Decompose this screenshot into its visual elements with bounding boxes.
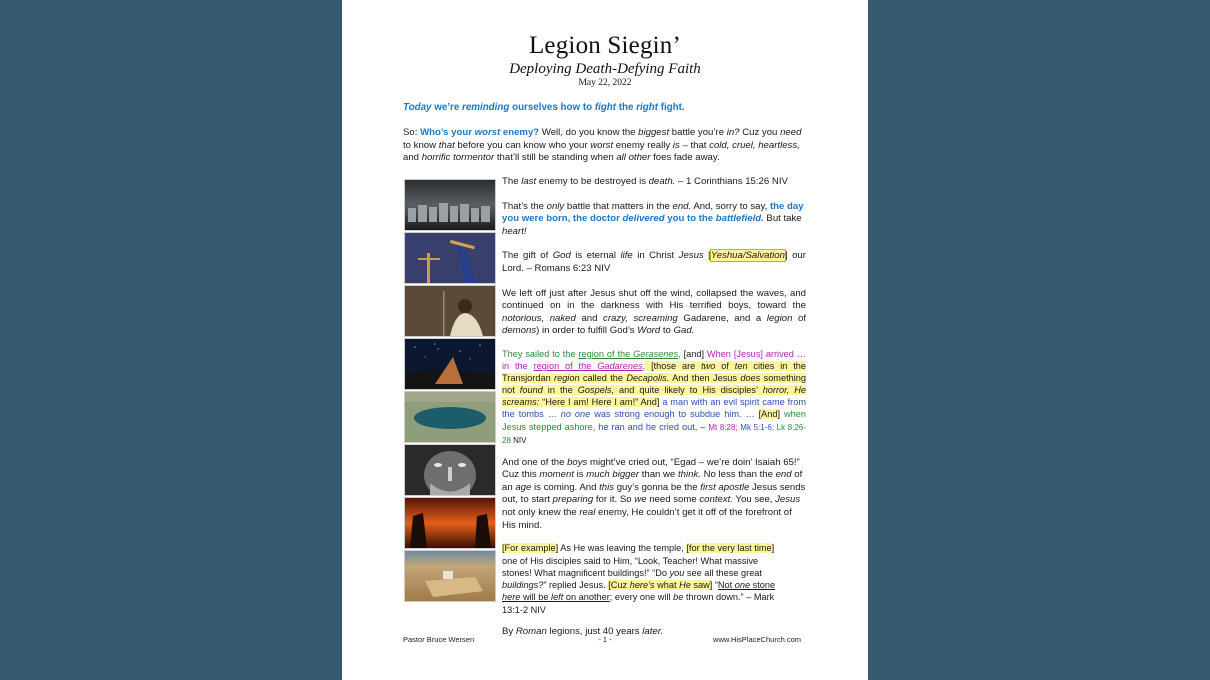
highlighted-text: cities in the Transjordan [502, 361, 806, 384]
highlighted-text: [And] [758, 409, 781, 420]
footer-author: Pastor Bruce Wersen [403, 635, 475, 644]
text-run: The [502, 176, 522, 187]
highlighted-text: and quite likely to His disciples’ [614, 385, 763, 396]
text-run: Jesus [775, 494, 801, 506]
text-run: on another [563, 592, 610, 603]
intro-text: fight [594, 102, 617, 113]
text-run: in Christ [632, 250, 679, 262]
text-run: no one [560, 409, 591, 420]
text-run: guy’s gonna be the [614, 481, 701, 493]
text-run: worst [590, 139, 614, 151]
highlighted-text: two [701, 361, 716, 372]
text-run: [ [703, 250, 711, 262]
text-run: Jesus sends out, to start [502, 481, 806, 506]
reference-luke: Lk 8:26-28 [502, 422, 806, 445]
text-run: Jesus [678, 250, 704, 262]
text-run: enemy really [613, 139, 673, 151]
text-run: of [792, 312, 806, 324]
reference-mark: Mk 5:1-6; [737, 422, 775, 432]
text-run: Who’s your [420, 127, 475, 138]
text-run: the day you were born, the doctor [502, 200, 804, 225]
text-run: Word [637, 325, 661, 337]
text-run: that [438, 139, 455, 151]
opening-paragraph [403, 127, 809, 165]
battle-paragraph [502, 201, 806, 239]
text-run: Cuz you [739, 127, 781, 138]
text-run: enemy? [500, 127, 540, 138]
text-run: The gift of [502, 250, 553, 262]
text-run: They sailed to the [502, 348, 579, 359]
text-run: is eternal [570, 250, 621, 262]
text-run: he ran and he cried out, [598, 421, 698, 432]
text-run: moment [539, 469, 574, 481]
text-run: “ [712, 580, 718, 591]
highlighted-text: Yeshua/Salvation [710, 250, 785, 262]
intro-text: the [616, 102, 637, 113]
text-run: As He was leaving the temple, [558, 543, 687, 554]
text-run: first apostle [700, 481, 750, 493]
highlighted-text: [for the very last time] [686, 543, 775, 554]
text-run: preparing [552, 494, 594, 506]
text-run: life [620, 250, 633, 262]
text-run: legions, just 40 years [546, 626, 643, 638]
text-run: And, sorry to say, [691, 200, 770, 212]
text-run: end [775, 469, 792, 481]
verse-romans [502, 250, 806, 275]
text-run: And one of the [502, 456, 568, 468]
text-run: ] [784, 250, 788, 262]
text-run: – [697, 421, 709, 432]
text-run: God [552, 250, 571, 262]
text-run: end. [672, 200, 692, 212]
text-run: heart! [502, 225, 527, 237]
highlighted-text: ten [734, 361, 748, 372]
text-run: only [546, 200, 565, 212]
text-run: you to the [664, 213, 716, 225]
highlighted-text: [those are [645, 361, 702, 372]
text-run: Well, do you know the [539, 127, 639, 138]
highlighted-text: Gospels, [577, 385, 615, 396]
text-run: battlefield. [715, 213, 764, 225]
highlighted-text: He [679, 580, 691, 591]
text-run: one [734, 580, 751, 591]
text-run: need some [646, 494, 700, 506]
text-run: By [502, 626, 516, 638]
highlighted-text: horror, He screams: [502, 385, 806, 408]
text-run: cold, cruel, heartless, [709, 139, 800, 151]
highlighted-text: Decapolis. [626, 373, 670, 384]
text-run: – that [679, 139, 710, 151]
text-run: Gad. [673, 325, 695, 337]
document-page [342, 0, 868, 680]
text-run: when Jesus stepped ashore, [502, 409, 806, 432]
text-run: not only knew the [502, 507, 580, 519]
wild-man-face-image [404, 444, 496, 496]
text-run: is coming. And [531, 481, 600, 493]
text-run: Gerasenes [633, 348, 679, 359]
text-run: is [672, 139, 680, 151]
text-run: for it. So [593, 494, 635, 506]
intro-text: ourselves how to [509, 102, 595, 113]
text-run: will be [520, 592, 552, 603]
text-run: [and] [680, 348, 705, 359]
reference-matthew: Mt 8:28; [708, 422, 738, 432]
text-run: enemy to be destroyed is [536, 176, 649, 187]
text-run: That’s the [502, 200, 547, 212]
text-run: you [669, 567, 685, 578]
text-run: and [575, 312, 604, 324]
text-run: here [502, 592, 521, 603]
text-run: delivered [622, 213, 665, 225]
context-paragraph [502, 288, 806, 338]
text-run: You see, [732, 494, 776, 506]
sea-of-galilee-map-image [404, 391, 496, 443]
intro-text: fight. [657, 102, 685, 113]
text-run: last [521, 176, 537, 187]
text-run: see all these great [684, 567, 762, 578]
text-run: Roman [515, 626, 547, 638]
text-run: battle that matters in the [564, 200, 673, 212]
text-run: and [403, 152, 422, 164]
sermon-date: May 22, 2022 [578, 78, 632, 88]
text-run: battle you’re [669, 127, 727, 138]
highlighted-text: region [554, 373, 580, 384]
text-run: need [780, 127, 802, 138]
text-run: NIV [510, 435, 527, 445]
crucifixion-image [404, 232, 496, 284]
text-run: of an [502, 469, 803, 493]
highlighted-text: And then Jesus [669, 373, 741, 384]
text-run: that’ll still be standing when [494, 152, 617, 164]
text-run: No less than the [700, 469, 776, 481]
text-run: legion [766, 312, 793, 324]
text-run: was strong enough to subdue him. … [590, 409, 759, 420]
text-run: is [573, 469, 587, 481]
cemetery-tombstones-image [404, 179, 496, 231]
text-run: When [Jesus] arrived … in the [502, 348, 806, 372]
text-run: before you can know who your [454, 139, 591, 151]
text-run: enemy, He couldn’t get it off of the forefront of His mind. [502, 507, 792, 531]
intro-text: Today [403, 102, 432, 113]
text-run: this [599, 481, 615, 493]
text-run: our Lord. – Romans 6:23 NIV [502, 250, 806, 274]
verse-mark [502, 542, 782, 616]
footer-page-number: - 1 - [598, 635, 612, 644]
intro-text: we’re [431, 102, 462, 113]
highlighted-text: does [740, 373, 761, 384]
text-run: context. [699, 494, 733, 506]
highlighted-text: here’s [629, 580, 655, 591]
text-run: ; every one will [609, 592, 674, 603]
highlighted-text: called the [579, 373, 627, 384]
text-run: we [634, 494, 647, 506]
intro-text: right [636, 102, 658, 113]
intro-text: reminding [462, 102, 510, 113]
highlighted-text: found [519, 385, 543, 396]
text-run: ” replied Jesus. [543, 580, 609, 591]
text-run: be [673, 592, 684, 603]
text-run: We left off just after Jesus shut off the wind, collapsed the waves, and continued on in the darkness with His terrified boys, toward the [502, 287, 806, 312]
text-run: Not [717, 580, 735, 591]
text-run: buildings? [502, 580, 544, 591]
night-boat-stars-image [404, 338, 496, 390]
text-run: death. [648, 176, 676, 187]
burning-city-image [404, 497, 496, 549]
text-run: notorious, naked [502, 312, 576, 324]
highlighted-text: [Cuz [608, 580, 630, 591]
footer-website[interactable]: www.HisPlaceChurch.com [713, 635, 801, 644]
text-run: think. [677, 469, 701, 481]
text-run: region of the [533, 361, 598, 372]
text-run: demons [502, 325, 537, 337]
temple-model-image [404, 550, 496, 602]
highlighted-text: “Here I am! Here I am!” And] [539, 397, 660, 408]
text-run: , [678, 348, 681, 359]
sermon-body [502, 176, 806, 648]
text-run: boys [567, 456, 588, 468]
text-run: ) in order to fulfill God’s [536, 325, 638, 337]
jesus-portrait-image [404, 285, 496, 337]
highlighted-text: in the [542, 385, 578, 396]
text-run: one of His disciples said to Him, “Look, Teacher! What massive stones! What magnificent buildings!” “Do [502, 555, 759, 578]
highlighted-text: saw] [690, 580, 713, 591]
text-run: foes fade away. [650, 152, 720, 164]
intro-statement [403, 102, 823, 113]
highlighted-text: [For example] [502, 543, 559, 554]
text-run: thrown down.” – Mark 13:1-2 NIV [502, 592, 775, 615]
text-run: biggest [638, 127, 670, 138]
page-title: Legion Siegin’ [528, 32, 682, 59]
isaiah-paragraph [502, 457, 806, 533]
text-run: horrific tormentor [421, 152, 495, 164]
text-run: than we [639, 469, 678, 481]
highlighted-text: what [654, 580, 680, 591]
text-run: to know [403, 139, 439, 151]
text-run: much bigger [586, 469, 640, 481]
text-run: So: [403, 127, 421, 138]
text-run: to [660, 325, 674, 337]
text-run: Gadarene, and a [677, 312, 767, 324]
text-run: later. [642, 626, 664, 638]
text-run: left [551, 592, 564, 603]
verse-1-corinthians [502, 176, 806, 189]
text-run: But take [763, 213, 802, 225]
highlighted-text: something not [502, 373, 806, 396]
text-run: worst [474, 127, 501, 138]
text-run: age [515, 481, 532, 493]
text-run: in? [726, 127, 740, 138]
gospel-passage [502, 348, 806, 447]
text-run: all other [616, 152, 651, 164]
text-run: stone [750, 580, 776, 591]
text-run: might’ve cried out, “Egad – we’re doin’ Isaiah 65!” Cuz this [502, 456, 800, 481]
text-run: a man with an evil spirit came from the tombs … [502, 397, 806, 420]
text-run: , [642, 361, 646, 372]
text-run: crazy, screaming [603, 312, 678, 324]
highlighted-text: of [715, 361, 735, 372]
text-run: Gadarenes [597, 361, 643, 372]
text-run: region of the [578, 348, 634, 359]
page-subtitle: Deploying Death-Defying Faith [509, 61, 701, 77]
text-run: real [579, 507, 596, 519]
text-run: – 1 Corinthians 15:26 NIV [675, 176, 788, 187]
